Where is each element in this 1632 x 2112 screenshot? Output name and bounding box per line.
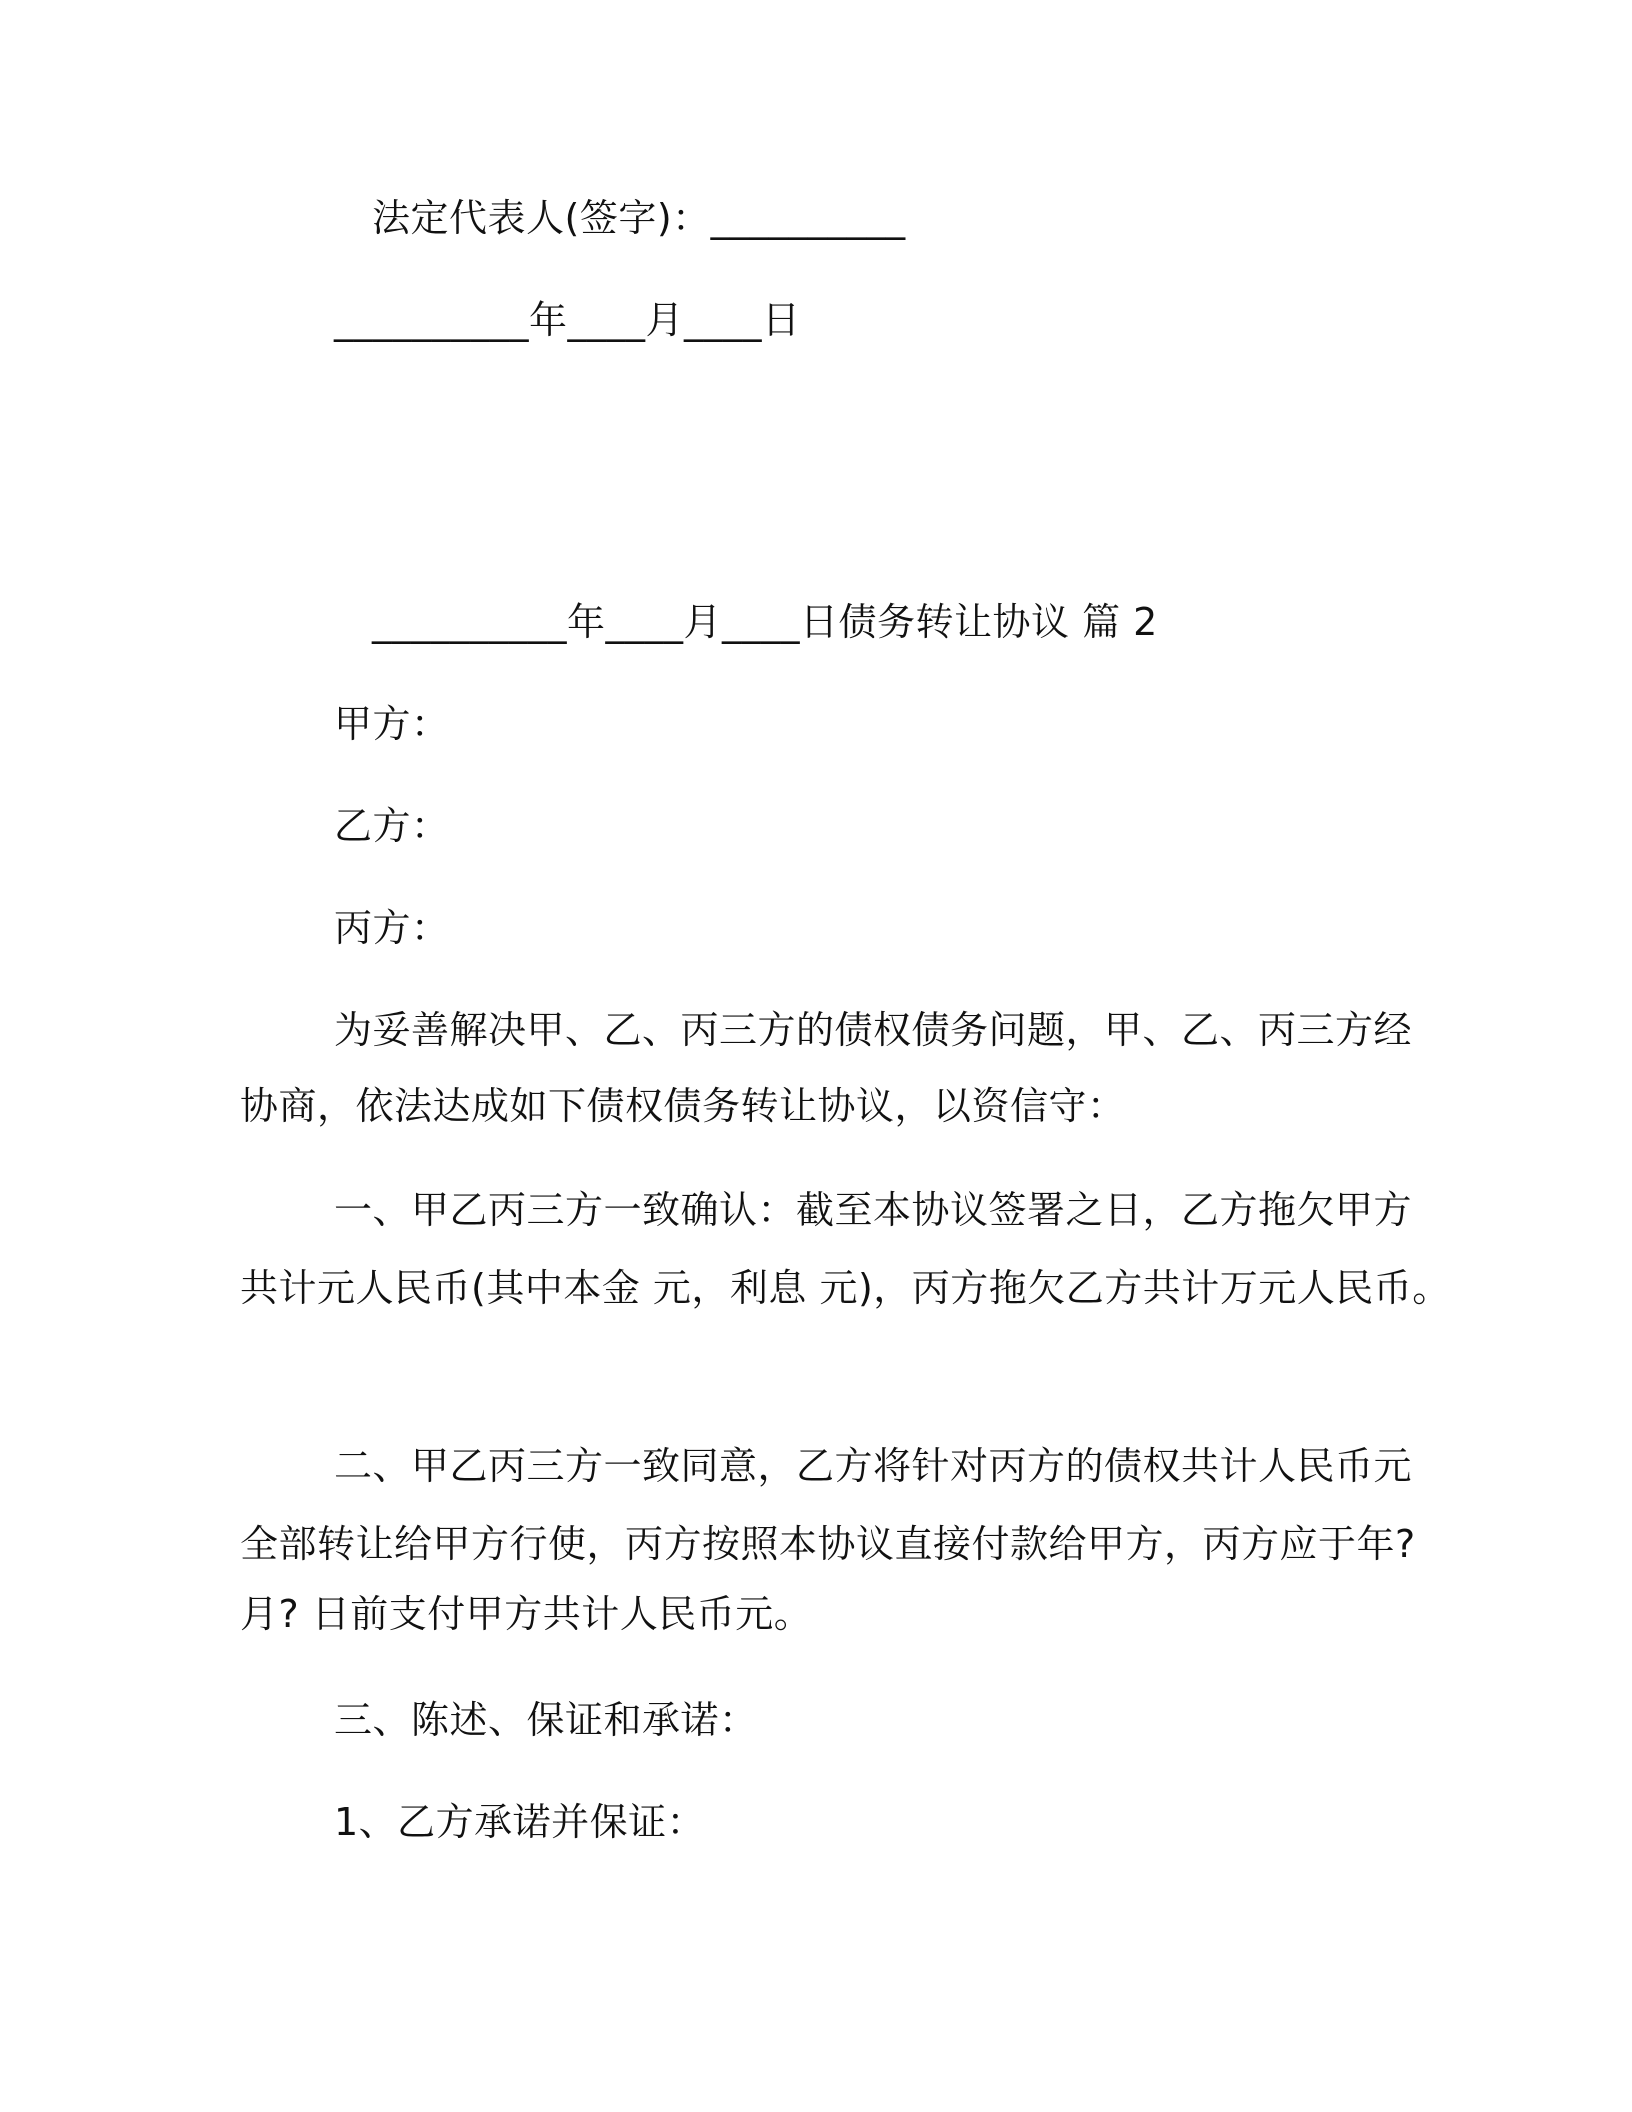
clause-1-line-1: 一、甲乙丙三方一致确认：截至本协议签署之日，乙方拖欠甲方: [334, 1188, 1413, 1232]
party-b-label: 乙方：: [334, 804, 450, 848]
agreement-title: __________年____月____日债务转让协议 篇 2: [372, 600, 1158, 644]
party-a-label: 甲方：: [334, 702, 450, 746]
clause-3-item-1: 1、乙方承诺并保证：: [334, 1800, 706, 1844]
date-line: __________年____月____日: [334, 298, 801, 342]
intro-paragraph-line-2: 协商，依法达成如下债权债务转让协议，以资信守：: [240, 1084, 1126, 1128]
clause-2-line-2: 全部转让给甲方行使，丙方按照本协议直接付款给甲方，丙方应于年?: [240, 1522, 1416, 1566]
clause-2-line-1: 二、甲乙丙三方一致同意，乙方将针对丙方的债权共计人民币元: [334, 1444, 1413, 1488]
legal-representative-signature-line: 法定代表人(签字)：__________: [372, 196, 906, 240]
clause-1-line-2: 共计元人民币(其中本金 元，利息 元)，丙方拖欠乙方共计万元人民币。: [240, 1266, 1451, 1310]
clause-2-line-3: 月? 日前支付甲方共计人民币元。: [240, 1592, 813, 1636]
intro-paragraph-line-1: 为妥善解决甲、乙、丙三方的债权债务问题，甲、乙、丙三方经: [334, 1008, 1413, 1052]
party-c-label: 丙方：: [334, 906, 450, 950]
clause-3-heading: 三、陈述、保证和承诺：: [334, 1698, 758, 1742]
